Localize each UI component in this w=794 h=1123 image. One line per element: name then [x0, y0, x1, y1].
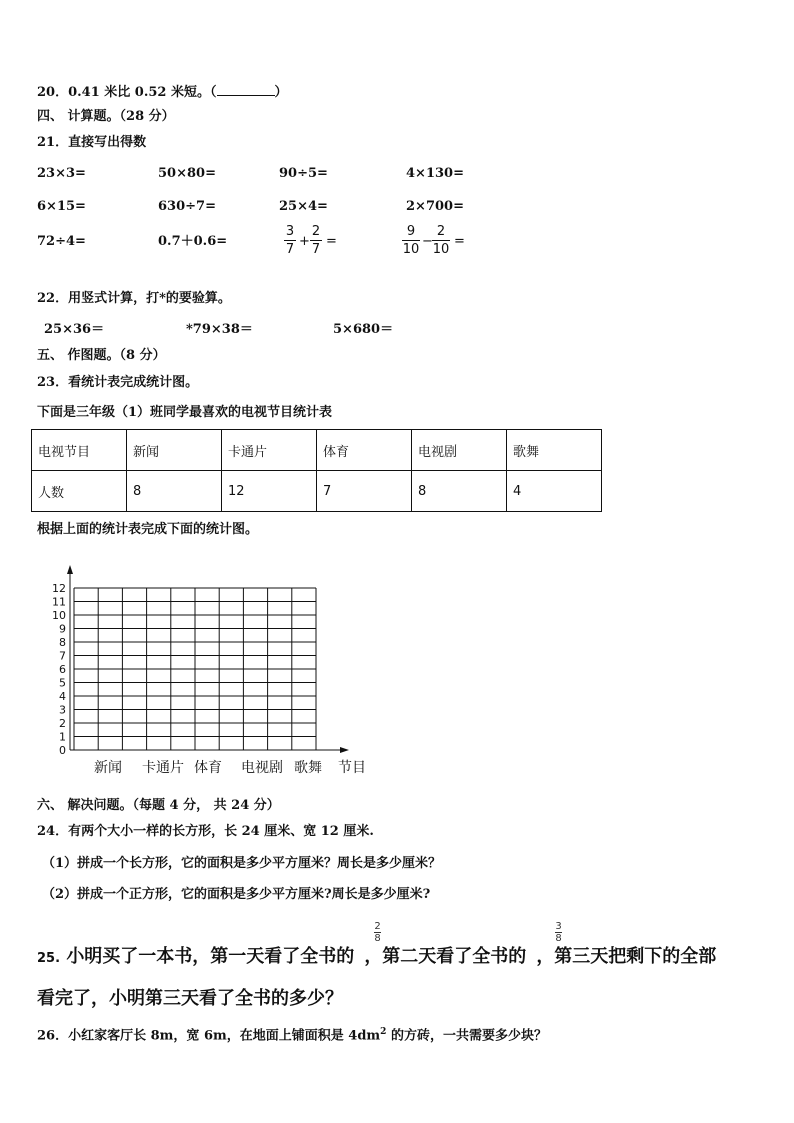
question-26	[37, 1024, 547, 1044]
numerator: 3	[555, 921, 562, 932]
denominator: 7	[285, 242, 295, 257]
q20-text: 20．0.41 米比 0.52 米短。（	[37, 85, 217, 100]
table-caption: 下面是三年级（1）班同学最喜欢的电视节目统计表	[37, 405, 333, 420]
calc-item: 2×700=	[406, 199, 464, 214]
y-tick-label: 9	[59, 622, 66, 636]
vertical-calc-item: 25×36＝	[44, 322, 105, 337]
section-6-heading: 六、 解决问题。（每题 4 分， 共 24 分）	[37, 798, 280, 813]
table-cell: 4	[507, 471, 602, 512]
calc-item: 0.7＋0.6=	[158, 234, 228, 249]
calc-item: 25×4=	[279, 199, 328, 214]
answer-blank[interactable]	[217, 83, 275, 96]
q25-part-2: ，第二天看了全书的	[364, 946, 527, 967]
numerator: 3	[285, 224, 295, 239]
fraction	[310, 224, 322, 257]
calc-item: 72÷4=	[37, 234, 86, 249]
minus-operator: −	[422, 234, 433, 249]
question-24-part-1: （1）拼成一个长方形，它的面积是多少平方厘米？周长是多少厘米？	[42, 856, 442, 871]
q25-number: 25.	[37, 951, 61, 966]
y-tick-label: 11	[52, 595, 66, 609]
numerator: 2	[374, 921, 381, 932]
vertical-calc-item: *79×38＝	[186, 322, 253, 337]
calc-item: 630÷7=	[158, 199, 216, 214]
y-tick-label: 5	[59, 676, 66, 690]
denominator: 10	[432, 242, 450, 257]
section-5-heading: 五、 作图题。（8 分）	[37, 348, 166, 363]
table-cell: 8	[412, 471, 507, 512]
table-cell: 新闻	[127, 430, 222, 471]
fraction-bar	[310, 240, 322, 241]
table-cell: 8	[127, 471, 222, 512]
q25-part-1: 小明买了一本书，第一天看了全书的	[66, 946, 355, 967]
denominator: 8	[555, 933, 562, 944]
table-cell: 12	[222, 471, 317, 512]
calc-item: 4×130=	[406, 166, 464, 181]
superscript: 2	[380, 1027, 387, 1037]
vertical-calc-item: 5×680＝	[333, 322, 394, 337]
question-22-title: 22．用竖式计算，打*的要验算。	[37, 291, 231, 306]
x-tick-label: 歌舞	[294, 760, 322, 776]
x-tick-label: 新闻	[94, 760, 122, 776]
y-tick-label: 10	[52, 609, 66, 622]
calc-item: 50×80=	[158, 166, 216, 181]
calc-item: 6×15=	[37, 199, 86, 214]
equals-sign: =	[326, 234, 337, 249]
fraction-bar	[402, 240, 420, 241]
question-23-title: 23．看统计表完成统计图。	[37, 375, 199, 390]
fraction	[284, 224, 296, 257]
table-cell: 电视剧	[412, 430, 507, 471]
chart-grid	[74, 588, 316, 750]
table-row	[32, 471, 602, 512]
y-tick-label: 6	[59, 663, 66, 676]
q20-close: ）	[274, 85, 288, 100]
y-tick-label: 8	[59, 636, 66, 649]
x-axis-arrow-icon	[340, 747, 349, 753]
question-24-title: 24．有两个大小一样的长方形，长 24 厘米、宽 12 厘米.	[37, 824, 374, 839]
equals-sign: =	[454, 234, 465, 249]
calc-item: 90÷5=	[279, 166, 328, 181]
fraction	[402, 224, 420, 257]
table-cell: 体育	[317, 430, 412, 471]
y-tick-label: 4	[59, 690, 66, 703]
y-axis-arrow-icon	[67, 565, 73, 574]
x-axis-label: 节目	[338, 760, 366, 776]
y-tick-label: 3	[59, 703, 66, 717]
fraction	[432, 224, 450, 257]
y-tick-labels	[52, 582, 66, 757]
table-cell: 7	[317, 471, 412, 512]
numerator: 2	[436, 224, 446, 239]
y-tick-label: 0	[59, 744, 66, 757]
x-tick-label: 卡通片	[142, 760, 184, 776]
x-category-labels	[94, 759, 322, 776]
stats-table	[31, 429, 602, 512]
numerator: 2	[311, 224, 321, 239]
denominator: 8	[374, 933, 381, 944]
y-tick-label: 7	[59, 649, 66, 663]
y-tick-label: 12	[52, 582, 66, 595]
y-tick-label: 2	[59, 717, 66, 730]
question-24-part-2: （2）拼成一个正方形，它的面积是多少平方厘米?周长是多少厘米?	[42, 887, 431, 902]
table-cell: 卡通片	[222, 430, 317, 471]
question-21-title: 21．直接写出得数	[37, 135, 147, 150]
x-tick-label: 电视剧	[241, 760, 283, 776]
table-cell: 歌舞	[507, 430, 602, 471]
fraction	[374, 921, 381, 944]
section-4-heading: 四、 计算题。（28 分）	[37, 109, 175, 124]
fraction-bar	[284, 240, 296, 241]
table-cell: 人数	[32, 471, 127, 512]
q26-text: 26．小红家客厅长 8m，宽 6m，在地面上铺面积是 4dm	[37, 1028, 381, 1044]
y-tick-label: 1	[59, 730, 66, 744]
q26-tail: 的方砖，一共需要多少块？	[386, 1028, 547, 1044]
question-25-line-2: 看完了，小明第三天看了全书的多少？	[37, 988, 343, 1009]
calc-item: 23×3=	[37, 166, 86, 181]
chart-instruction: 根据上面的统计表完成下面的统计图。	[37, 522, 259, 537]
table-cell: 电视节目	[32, 430, 127, 471]
x-tick-label: 体育	[194, 760, 222, 776]
table-header-row	[32, 430, 602, 471]
question-25-line-1	[37, 942, 716, 968]
fraction	[555, 921, 562, 944]
denominator: 7	[311, 242, 321, 257]
numerator: 9	[406, 224, 416, 239]
fraction-bar	[432, 240, 450, 241]
denominator: 10	[402, 242, 420, 257]
q25-part-3: ，第三天把剩下的全部	[536, 946, 717, 967]
question-20	[37, 83, 288, 101]
plus-operator: +	[299, 234, 310, 249]
